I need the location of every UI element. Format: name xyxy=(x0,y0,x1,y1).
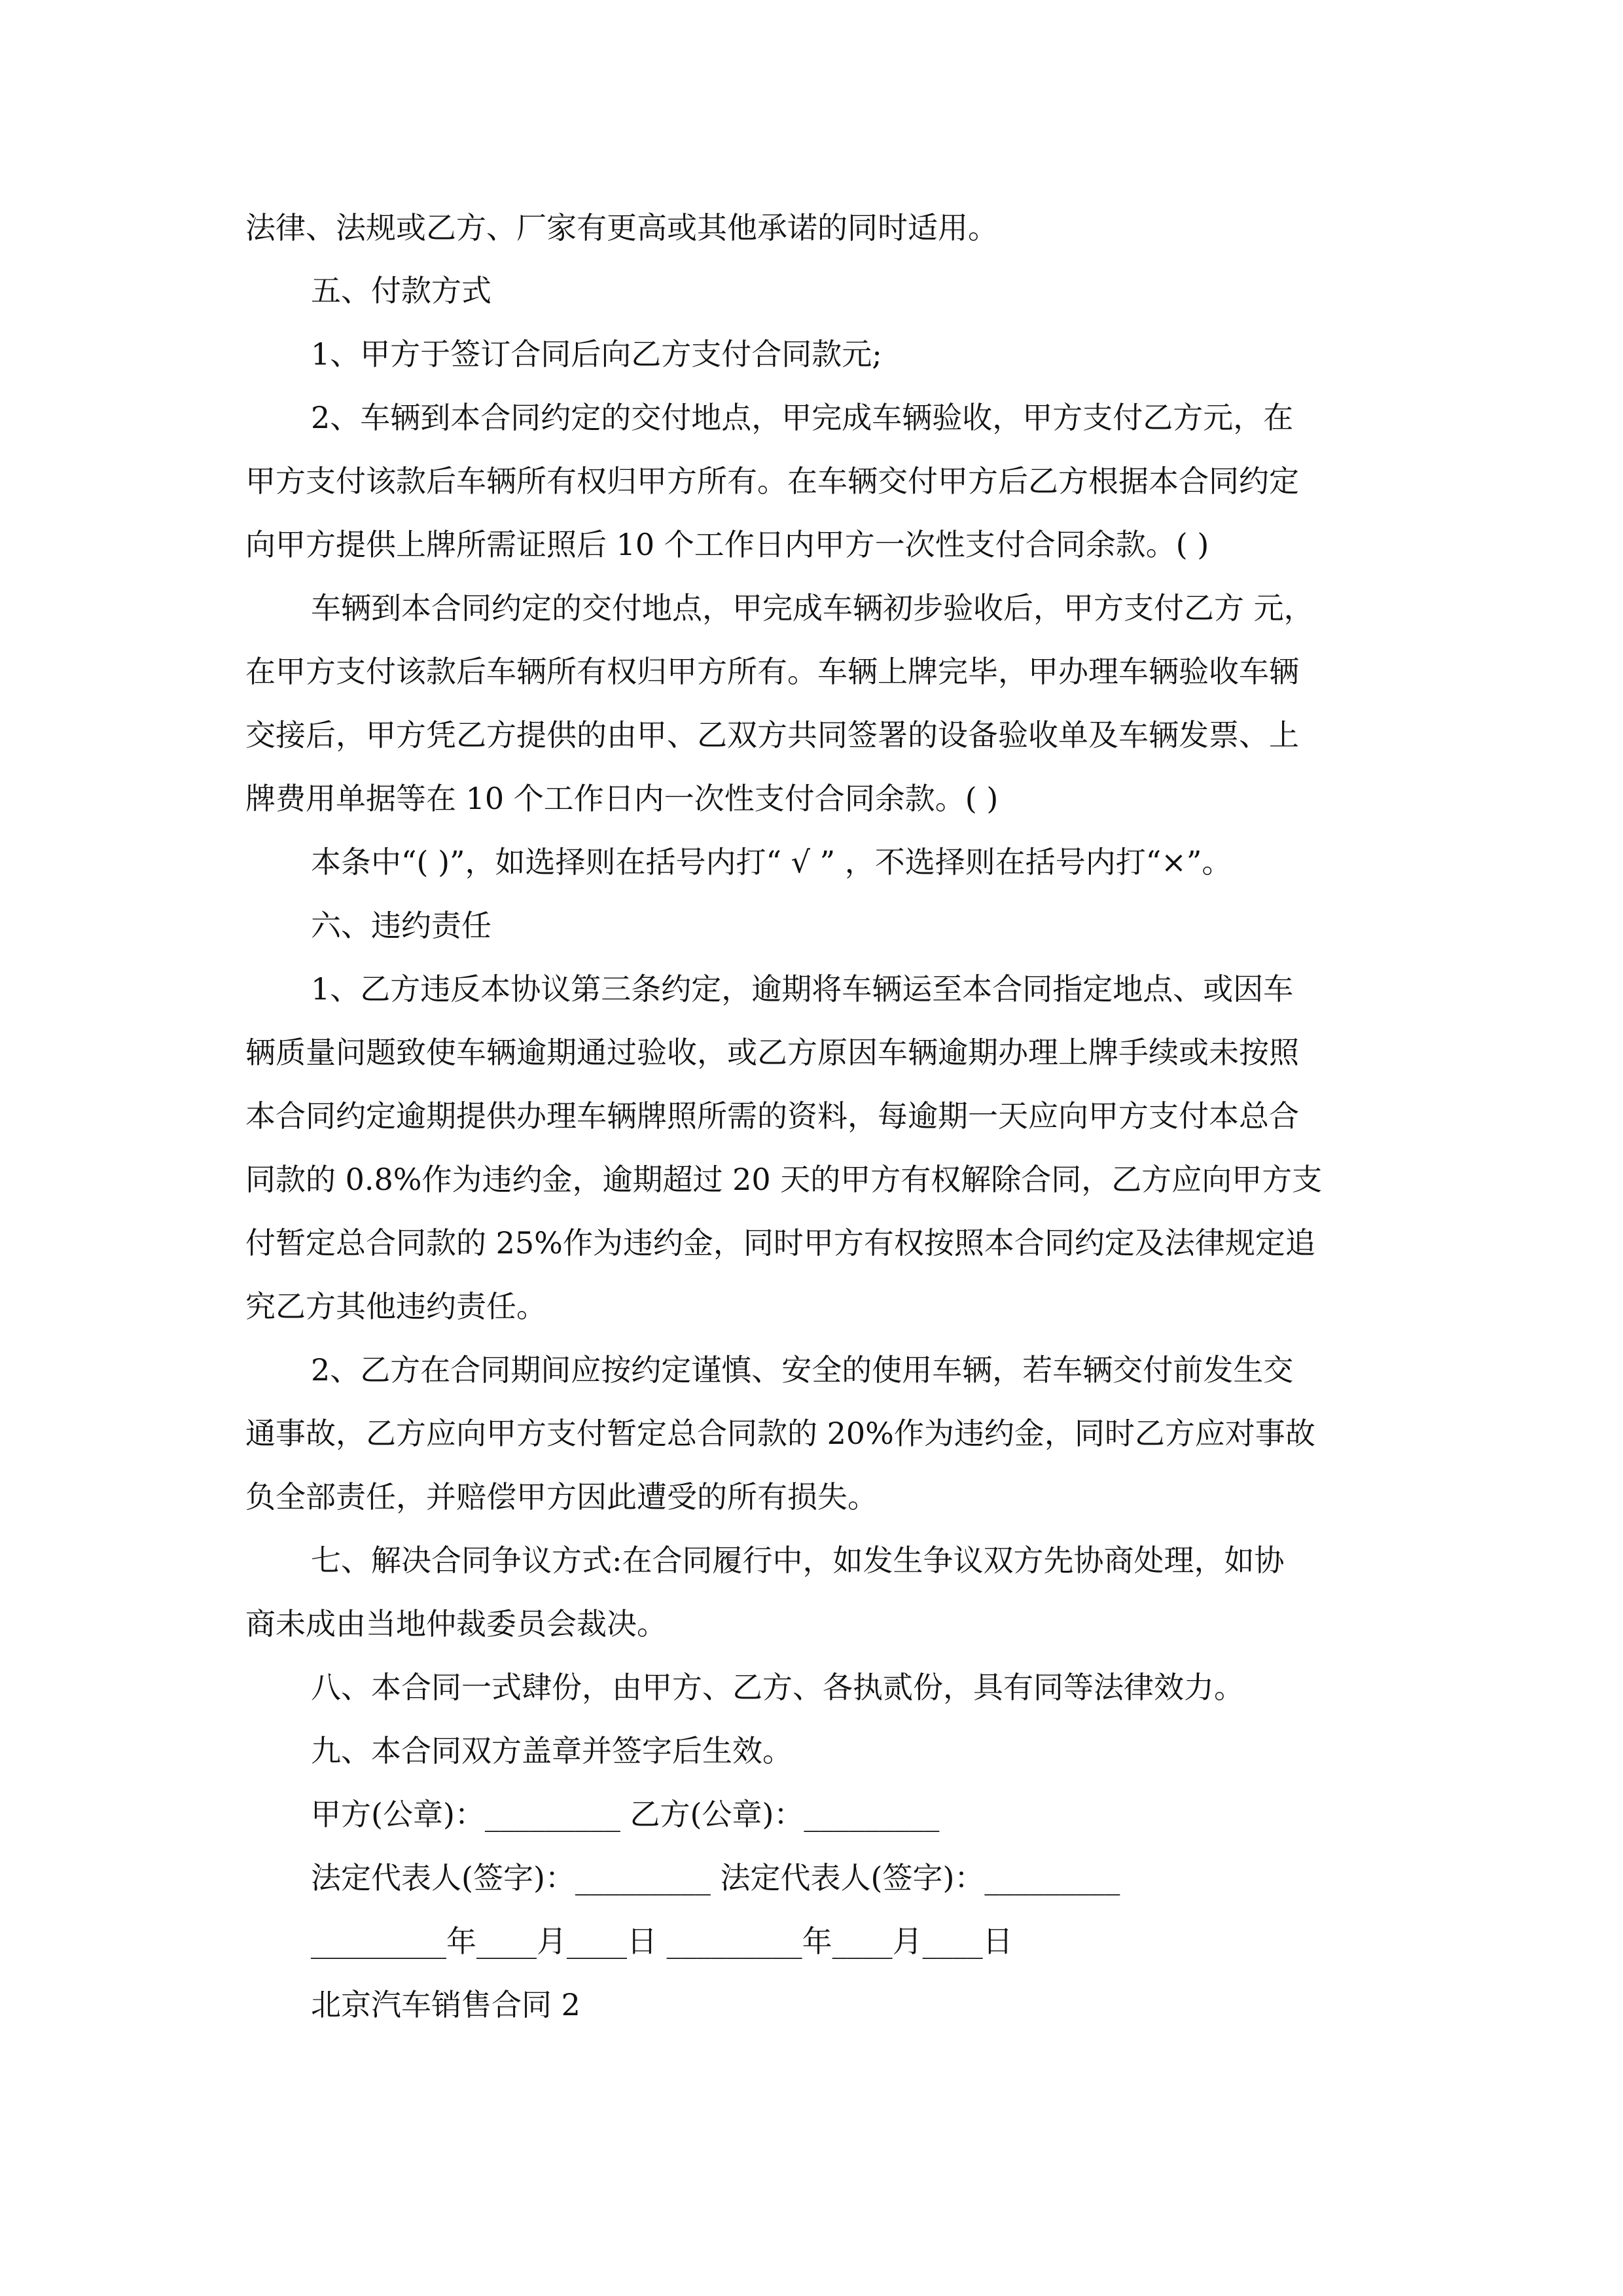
paragraph-line: 通事故，乙方应向甲方支付暂定总合同款的 20%作为违约金，同时乙方应对事故 xyxy=(245,1416,1315,1451)
paragraph-line: 九、本合同双方盖章并签字后生效。 xyxy=(311,1733,793,1768)
paragraph-line: 2、车辆到本合同约定的交付地点，甲完成车辆验收，甲方支付乙方元，在 xyxy=(311,400,1294,435)
paragraph-line: 向甲方提供上牌所需证照后 10 个工作日内甲方一次性支付合同余款。( ) xyxy=(245,527,1209,562)
paragraph-line: 本条中“( )”，如选择则在括号内打“ √ ” ，不选择则在括号内打“×”。 xyxy=(311,844,1232,880)
signature-seal-line: 甲方(公章)：_________ 乙方(公章)：_________ xyxy=(311,1797,940,1832)
signature-date-line: _________年____月____日 _________年____月____日 xyxy=(311,1924,1013,1959)
paragraph-line: 本合同约定逾期提供办理车辆牌照所需的资料，每逾期一天应向甲方支付本总合 xyxy=(245,1098,1299,1134)
paragraph-line: 1、甲方于签订合同后向乙方支付合同款元; xyxy=(311,336,882,372)
paragraph-line: 牌费用单据等在 10 个工作日内一次性支付合同余款。( ) xyxy=(245,781,999,816)
paragraph-line: 车辆到本合同约定的交付地点，甲完成车辆初步验收后，甲方支付乙方 元， xyxy=(311,590,1314,626)
paragraph-line: 同款的 0.8%作为违约金，逾期超过 20 天的甲方有权解除合同，乙方应向甲方支 xyxy=(245,1162,1323,1197)
paragraph-line: 究乙方其他违约责任。 xyxy=(245,1289,546,1324)
paragraph-line: 在甲方支付该款后车辆所有权归甲方所有。车辆上牌完毕，甲办理车辆验收车辆 xyxy=(245,654,1299,689)
paragraph-line: 交接后，甲方凭乙方提供的由甲、乙双方共同签署的设备验收单及车辆发票、上 xyxy=(245,717,1299,753)
paragraph-line: 付暂定总合同款的 25%作为违约金，同时甲方有权按照本合同约定及法律规定追 xyxy=(245,1225,1315,1261)
next-section-title: 北京汽车销售合同 2 xyxy=(311,1987,580,2022)
paragraph-line: 2、乙方在合同期间应按约定谨慎、安全的使用车辆，若车辆交付前发生交 xyxy=(311,1352,1294,1388)
section-heading-payment: 五、付款方式 xyxy=(311,273,491,308)
paragraph-line: 八、本合同一式肆份，由甲方、乙方、各执贰份，具有同等法律效力。 xyxy=(311,1670,1244,1705)
section-heading-liability: 六、违约责任 xyxy=(311,908,491,943)
paragraph-line: 辆质量问题致使车辆逾期通过验收，或乙方原因车辆逾期办理上牌手续或未按照 xyxy=(245,1035,1299,1070)
paragraph-line: 甲方支付该款后车辆所有权归甲方所有。在车辆交付甲方后乙方根据本合同约定 xyxy=(245,463,1299,499)
paragraph-line: 商未成由当地仲裁委员会裁决。 xyxy=(245,1606,667,1641)
paragraph-line: 七、解决合同争议方式:在合同履行中，如发生争议双方先协商处理，如协 xyxy=(311,1543,1285,1578)
signature-representative-line: 法定代表人(签字)：_________ 法定代表人(签字)：_________ xyxy=(311,1860,1120,1895)
paragraph-line: 负全部责任，并赔偿甲方因此遭受的所有损失。 xyxy=(245,1479,878,1515)
paragraph-line: 法律、法规或乙方、厂家有更高或其他承诺的同时适用。 xyxy=(245,210,998,245)
paragraph-line: 1、乙方违反本协议第三条约定，逾期将车辆运至本合同指定地点、或因车 xyxy=(311,971,1294,1007)
